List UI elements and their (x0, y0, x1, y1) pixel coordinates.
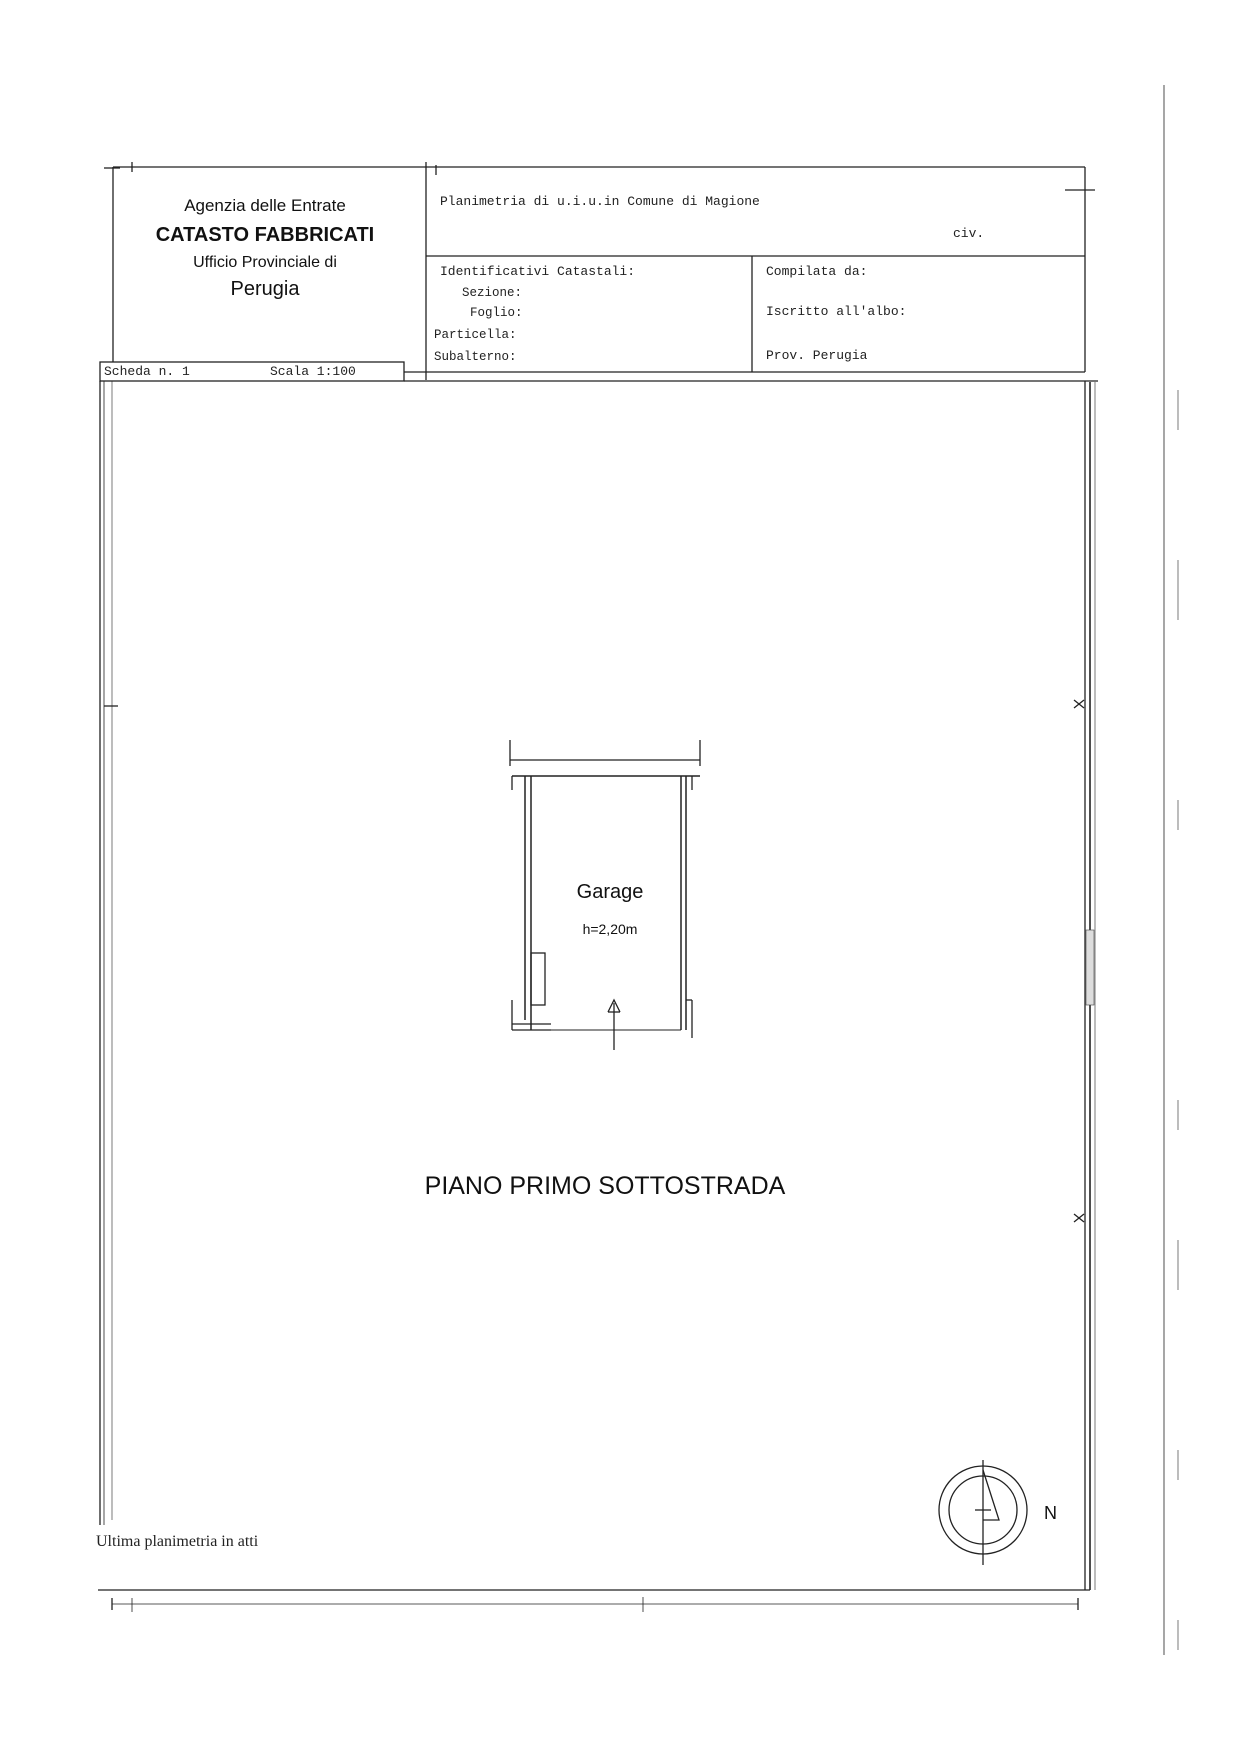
scale-label: Scala 1:100 (270, 364, 356, 379)
floor-label: PIANO PRIMO SOTTOSTRADA (424, 1172, 786, 1200)
room-name: Garage (576, 881, 644, 903)
north-arrow-icon (939, 1460, 1027, 1565)
footer-note: Ultima planimetria in atti (96, 1533, 259, 1550)
civ-label: civ. (953, 226, 985, 241)
agency-name: Agenzia delle Entrate (184, 196, 346, 215)
side-annotation-mark (1086, 930, 1094, 1005)
catasto-title: CATASTO FABBRICATI (155, 224, 375, 246)
plan-title: Planimetria di u.i.u.in Comune di Magione (440, 194, 760, 209)
compilata-label: Compilata da: (766, 264, 868, 279)
foglio-label: Foglio: (470, 306, 523, 320)
iscritto-label: Iscritto all'albo: (766, 304, 907, 319)
sezione-label: Sezione: (462, 286, 523, 300)
room-height: h=2,20m (582, 921, 638, 937)
prov-label: Prov. Perugia (766, 348, 868, 363)
scheda-label: Scheda n. 1 (104, 364, 190, 379)
subalterno-label: Subalterno: (434, 350, 517, 364)
province-name: Perugia (230, 278, 300, 300)
drawing-frame (98, 381, 1098, 1612)
office-label: Ufficio Provinciale di (193, 254, 337, 271)
north-label: N (1044, 1503, 1057, 1523)
particella-label: Particella: (434, 328, 517, 342)
identifiers-heading: Identificativi Catastali: (440, 264, 636, 279)
